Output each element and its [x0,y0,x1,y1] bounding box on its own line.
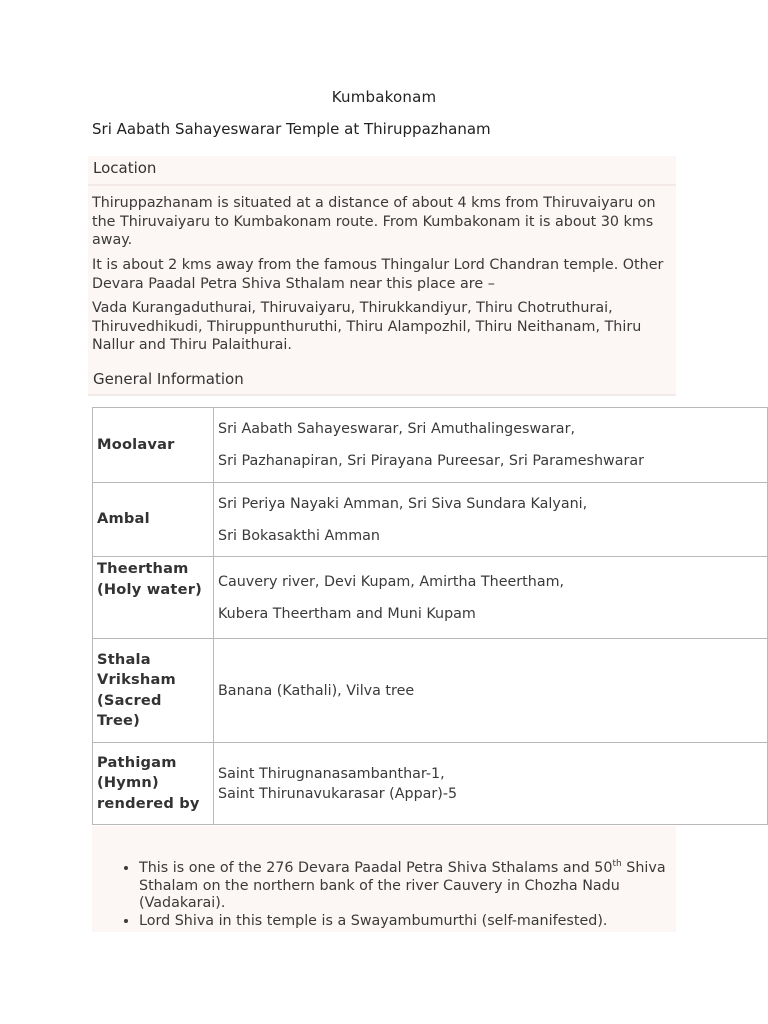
list-item [139,913,699,931]
general-info-heading: General Information [93,370,244,388]
row-value-theertham [214,557,768,639]
temple-title: Sri Aabath Sahayeswarar Temple at Thiruppazhanam [92,120,491,138]
fact-text: Shiva Sthalam on the northern bank of the river Cauvery in Chozha Nadu (Vadakarai). [139,860,666,911]
fact-text: This is one of the 276 Devara Paadal Petra Shiva Sthalams and 50 [139,860,613,876]
row-value-ambal [214,483,768,557]
row-value-pathigam [214,743,768,825]
value-line: Sri Pazhanapiran, Sri Pirayana Pureesar, Sri Parameshwarar [218,453,644,469]
value-line: Cauvery river, Devi Kupam, Amirtha Theertham, [218,573,565,590]
location-divider [88,184,676,186]
ordinal-suffix: th [612,859,622,870]
table-row [93,639,768,743]
location-heading: Location [93,159,157,177]
list-item [139,860,699,913]
value-line: Banana (Kathali), Vilva tree [218,682,415,699]
row-label-sthala-vriksham: Sthala Vriksham (Sacred Tree) [93,639,214,743]
value-line: Saint Thirunavukarasar (Appar)-5 [218,785,458,802]
general-info-divider [88,394,676,396]
fact-text: Lord Shiva in this temple is a Swayambumurthi (self-manifested). [139,912,608,929]
facts-list [92,860,699,930]
row-label-pathigam: Pathigam (Hymn) rendered by [93,743,214,825]
row-value-sthala-vriksham [214,639,768,743]
location-paragraph-1: Thiruppazhanam is situated at a distance of about 4 kms from Thiruvaiyaru on the Thiruvaiyaru to Kumbakonam route. From Kumbakonam it is about 30 kms away. [92,195,656,248]
row-value-moolavar [214,408,768,483]
location-paragraph-2: It is about 2 kms away from the famous Thingalur Lord Chandran temple. Other Devara Paadal Petra Shiva Sthalam near this place are – [92,257,664,292]
value-line: Sri Aabath Sahayeswarar, Sri Amuthalingeswarar, [218,421,575,437]
row-label-theertham: Theertham (Holy water) [93,557,214,639]
table-row [93,557,768,639]
value-line: Saint Thirugnanasambanthar-1, [218,765,445,782]
location-paragraph-3: Vada Kurangaduthurai, Thiruvaiyaru, Thirukkandiyur, Thiru Chotruthurai, Thiruvedhikudi, Thiruppunthuruthi, Thiru Alampozhil, Thiru Neithanam, Thiru Nallur and Thiru Palaithurai. [92,300,642,353]
table-row [93,743,768,825]
page-title: Kumbakonam [331,88,437,106]
row-label-ambal: Ambal [93,483,214,557]
value-line: Sri Periya Nayaki Amman, Sri Siva Sundara Kalyani, [218,495,588,512]
general-info-table [92,407,768,825]
value-line: Kubera Theertham and Muni Kupam [218,605,476,622]
table-row [93,408,768,483]
value-line: Sri Bokasakthi Amman [218,527,380,544]
table-row [93,483,768,557]
row-label-moolavar: Moolavar [93,408,214,483]
